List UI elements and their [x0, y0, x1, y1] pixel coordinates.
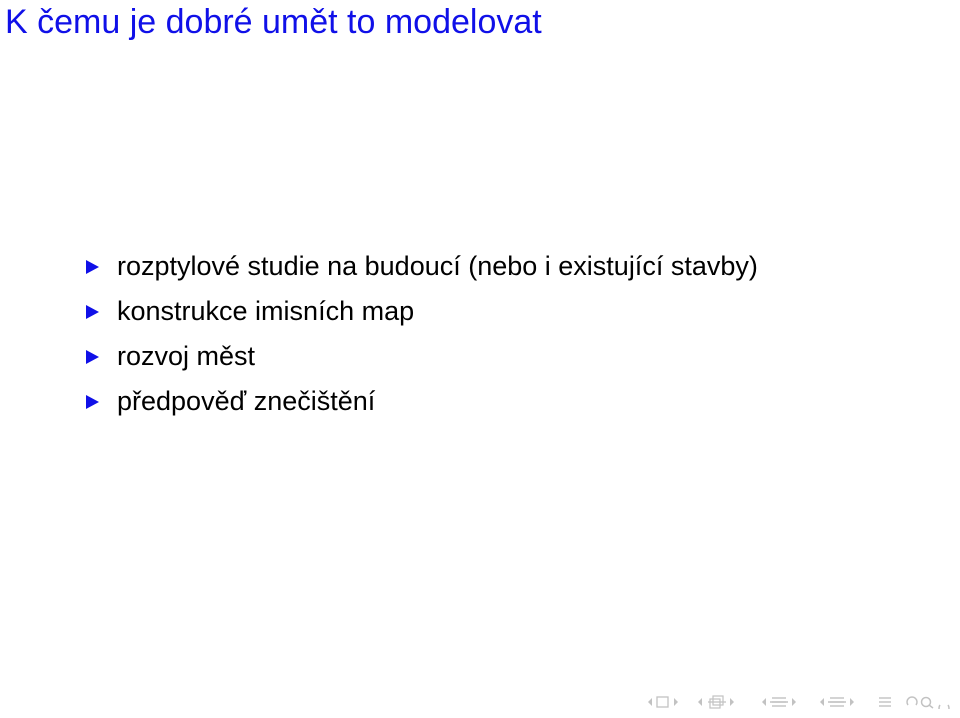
bullet-list: [86, 244, 758, 424]
list-item: [86, 379, 758, 424]
align-icon[interactable]: [876, 695, 894, 709]
next-subsection-icon: [850, 698, 854, 706]
bullet-text: předpověď znečištění: [117, 386, 376, 416]
subsection-icon: [828, 698, 846, 706]
search-icon[interactable]: [904, 695, 952, 709]
section-nav-icons[interactable]: [760, 695, 808, 709]
next-frame-icon: [674, 698, 678, 706]
prev-subsection-icon: [698, 698, 702, 706]
subsection-nav-icons-2[interactable]: [818, 695, 866, 709]
prev-section-icon: [762, 698, 766, 706]
frame-nav-icons[interactable]: [646, 695, 686, 709]
prev-frame-icon: [648, 698, 652, 706]
next-section-icon: [792, 698, 796, 706]
section-navigation: [760, 695, 808, 709]
triangle-bullet-icon: [86, 395, 99, 409]
subsection-nav-icons[interactable]: [696, 694, 750, 710]
list-item: [86, 289, 758, 334]
slide-title: K čemu je dobré umět to modelovat: [5, 3, 542, 41]
bullet-text: rozvoj měst: [117, 341, 256, 371]
frame-navigation: [646, 695, 686, 709]
bullet-text: rozptylové studie na budoucí (nebo i existující stavby): [117, 251, 758, 281]
bullet-text: konstrukce imisních map: [117, 296, 415, 326]
search-group: [904, 695, 952, 709]
beamer-navigation-bar: [636, 694, 952, 710]
subsection-icon: [708, 696, 726, 708]
section-icon: [770, 698, 788, 706]
align-group: [876, 695, 894, 709]
triangle-bullet-icon: [86, 305, 99, 319]
list-item: [86, 334, 758, 379]
subsection-navigation: [696, 694, 750, 710]
next-subsection-icon: [730, 698, 734, 706]
subsection-navigation-2: [818, 695, 866, 709]
triangle-bullet-icon: [86, 260, 99, 274]
list-item: [86, 244, 758, 289]
frame-icon: [657, 697, 668, 707]
triangle-bullet-icon: [86, 350, 99, 364]
prev-subsection-icon: [820, 698, 824, 706]
